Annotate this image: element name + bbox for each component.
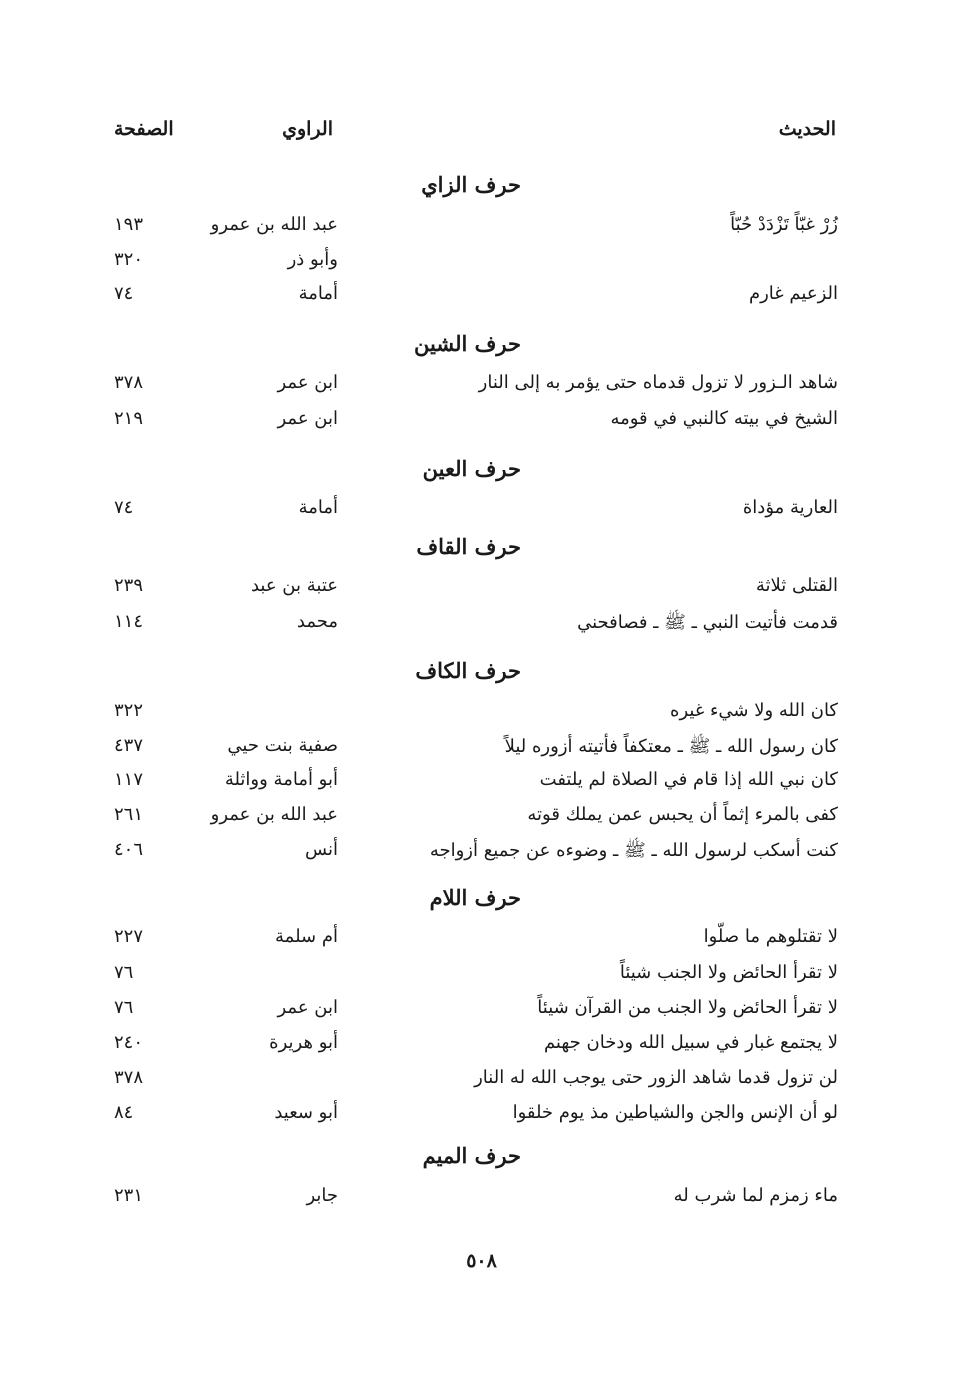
page-ref: ٢٢٧ [114,926,144,947]
hadith-text: الزعيم غارم [748,283,838,304]
narrator-name: ابن عمر [277,997,338,1018]
hadith-text: لا تقرأ الحائض ولا الجنب من القرآن شيئاً [537,997,838,1018]
page-ref: ٢١٩ [114,408,144,429]
hadith-text: ماء زمزم لما شرب له [673,1185,838,1206]
hadith-text: الشيخ في بيته كالنبي في قومه [610,408,838,429]
narrator-name: جابر [306,1185,338,1206]
hadith-text: كان الله ولا شيء غيره [670,700,838,721]
index-row [0,804,953,834]
narrator-name: ابن عمر [277,372,338,393]
index-row [0,408,953,438]
narrator-name: عبد الله بن عمرو [210,804,338,825]
page-ref: ٣٢٠ [114,249,144,270]
page-ref: ٧٤ [114,497,134,518]
hadith-text: لن تزول قدما شاهد الزور حتى يوجب الله له النار [474,1067,838,1088]
index-row [0,283,953,313]
hadith-text: زُرْ غبّاً تَزْدَدْ حُبّاً [730,214,838,235]
page-ref: ٤٠٦ [114,839,144,860]
page-ref: ١١٧ [114,769,144,790]
section-title: حرف الزاي [421,172,521,197]
page-ref: ٨٤ [114,1102,134,1123]
index-row [0,214,953,244]
index-row [0,962,953,992]
header-hadith: الحديث [778,118,836,140]
page-ref: ٧٦ [114,997,134,1018]
narrator-name: أبو سعيد [274,1102,338,1123]
hadith-text: كان رسول الله ـ ﷺ ـ معتكفاً فأتيته أزوره ليلاً [504,736,838,757]
narrator-name: وأبو ذر [287,249,338,270]
hadith-text: لو أن الإنس والجن والشياطين مذ يوم خلقوا [512,1102,838,1123]
page-ref: ٣٢٢ [114,700,144,721]
narrator-name: عتبة بن عبد [250,575,338,596]
index-row [0,1102,953,1132]
hadith-text: كان نبي الله إذا قام في الصلاة لم يلتفت [539,769,838,790]
hadith-text: كنت أسكب لرسول الله ـ ﷺ ـ وضوءه عن جميع أزواجه [429,840,838,861]
index-row [0,497,953,527]
hadith-text: لا يجتمع غبار في سبيل الله ودخان جهنم [543,1032,838,1053]
index-row [0,611,953,641]
narrator-name: أمامة [298,497,338,518]
index-row [0,1032,953,1062]
section-title: حرف القاف [416,534,521,559]
hadith-text: القتلى ثلاثة [755,575,838,596]
section-title: حرف الميم [422,1143,521,1168]
index-row [0,249,953,279]
page-ref: ٢٤٠ [114,1032,144,1053]
narrator-name: أمامة [298,283,338,304]
hadith-text: لا تقتلوهم ما صلّوا [703,926,838,947]
narrator-name: عبد الله بن عمرو [210,214,338,235]
narrator-name: أم سلمة [275,926,338,947]
narrator-name: محمد [296,611,338,632]
hadith-text: قدمت فأتيت النبي ـ ﷺ ـ فصافحني [577,612,838,633]
page-ref: ١١٤ [114,611,144,632]
narrator-name: أبو هريرة [269,1032,338,1053]
narrator-name: صفية بنت حيي [227,735,338,756]
index-row [0,769,953,799]
index-row [0,839,953,869]
page-ref: ٢٣٩ [114,575,144,596]
column-header [0,118,953,148]
index-row [0,1067,953,1097]
narrator-name: ابن عمر [277,408,338,429]
page-ref: ٢٦١ [114,804,144,825]
page-number: ٥٠٨ [466,1250,497,1272]
page-ref: ٤٣٧ [114,735,144,756]
narrator-name: أنس [305,839,338,860]
hadith-text: كفى بالمرء إثماً أن يحبس عمن يملك قوته [527,804,838,825]
section-title: حرف الشين [414,331,521,356]
index-row [0,926,953,956]
section-title: حرف الكاف [415,658,521,683]
index-row [0,700,953,730]
index-row [0,735,953,765]
hadith-text: العارية مؤداة [742,497,838,518]
page-ref: ٣٧٨ [114,1067,144,1088]
page-ref: ٧٦ [114,962,134,983]
narrator-name: أبو أمامة وواثلة [224,769,338,790]
hadith-text: لا تقرأ الحائض ولا الجنب شيئاً [619,962,838,983]
section-title: حرف العين [422,456,521,481]
header-page: الصفحة [114,118,174,140]
page-ref: ٣٧٨ [114,372,144,393]
hadith-text: شاهد الـزور لا تزول قدماه حتى يؤمر به إلى النار [478,372,838,393]
index-row [0,1185,953,1215]
index-row [0,372,953,402]
page-ref: ٧٤ [114,283,134,304]
page-ref: ٢٣١ [114,1185,144,1206]
index-row [0,575,953,605]
header-rawi: الراوي [282,118,333,140]
section-title: حرف اللام [429,885,521,910]
page-ref: ١٩٣ [114,214,144,235]
index-row [0,997,953,1027]
